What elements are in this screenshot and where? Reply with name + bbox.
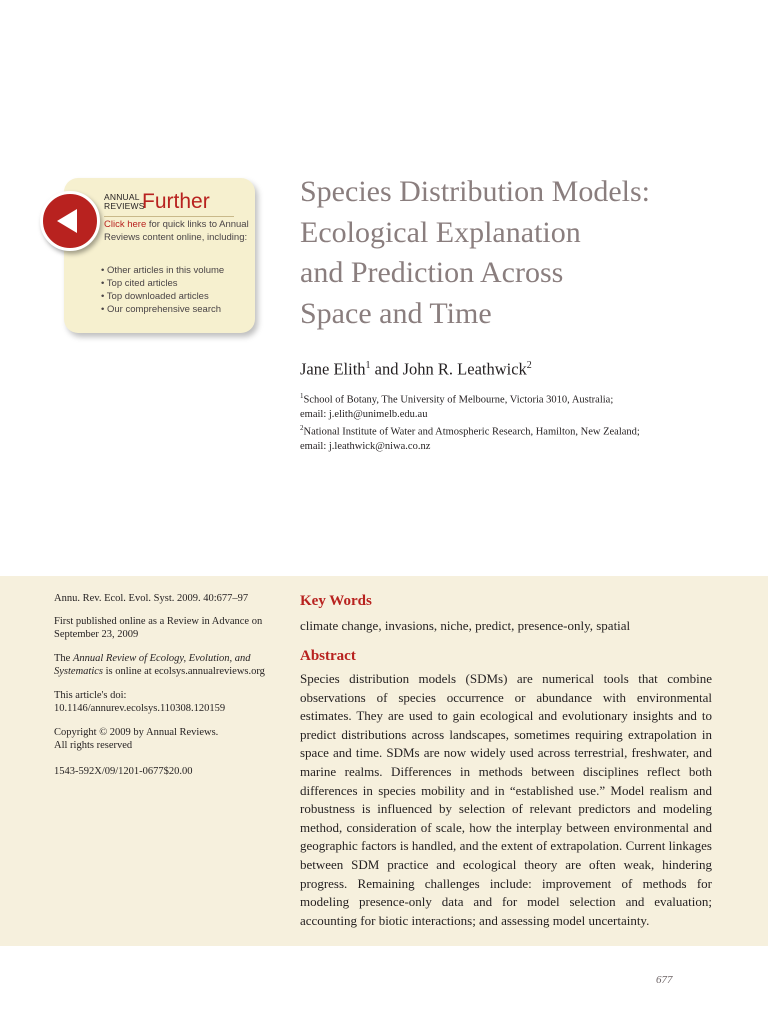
journal-post: is online at ecolsys.annualreviews.org bbox=[103, 666, 265, 677]
affil-mark: 1 bbox=[300, 392, 304, 400]
further-link-button[interactable] bbox=[40, 191, 100, 251]
journal-name: Annual Review of Ecology, Evolution, and Systematics bbox=[54, 653, 251, 677]
doi-label: This article's doi: bbox=[54, 690, 127, 701]
author-affil-mark: 1 bbox=[365, 360, 371, 371]
affil-mark: 2 bbox=[300, 424, 304, 432]
article-title bbox=[300, 172, 740, 334]
affiliation-1 bbox=[300, 389, 740, 422]
further-description-text: for quick links to Annual Reviews content online, including: bbox=[104, 219, 249, 243]
logo-annual-text: ANNUAL bbox=[104, 192, 140, 202]
keywords-heading: Key Words bbox=[300, 593, 372, 609]
rights: All rights reserved bbox=[54, 740, 133, 751]
author-name: John R. Leathwick bbox=[402, 359, 527, 379]
title-line: Ecological Explanation bbox=[300, 215, 581, 249]
affiliation-2 bbox=[300, 421, 740, 454]
affil-institution: National Institute of Water and Atmospheric Research, Hamilton, New Zealand; bbox=[303, 426, 640, 438]
journal-pre: The bbox=[54, 653, 73, 664]
title-line: Space and Time bbox=[300, 296, 492, 330]
abstract-text: Species distribution models (SDMs) are numerical tools that combine observations of species occurrence or abundance with environmental estimates. They are used to gain ecological and evolutionary insights and to predict distributions across landscapes, sometimes requiring extrapolation in space and time. SDMs are now widely used across terrestrial, freshwater, and marine realms. Differences in methods between disciplines reflect both differences in species mobility and in “established use.” Model realism and robustness is influenced by selection of relevant predictors and modeling method, consideration of scale, how the interplay between environmental and geographic factors is handled, and the extent of extrapolation. Current linkages between SDM practice and ecological theory are often weak, hindering progress. Remaining challenges include: improvement of methods for modeling presence-only data and for model selection and evaluation; accounting for biotic interactions; and assessing model uncertainty. bbox=[300, 671, 712, 928]
citation: Annu. Rev. Ecol. Evol. Syst. 2009. 40:677–97 bbox=[54, 593, 249, 604]
page-number: 677 bbox=[656, 974, 673, 986]
affil-email[interactable]: email: j.elith@unimelb.edu.au bbox=[300, 408, 428, 420]
first-published: First published online as a Review in Advance on September 23, 2009 bbox=[54, 616, 263, 640]
left-arrow-icon bbox=[43, 194, 97, 248]
author-name: Jane Elith bbox=[300, 359, 366, 379]
further-description bbox=[104, 219, 254, 244]
affil-institution: School of Botany, The University of Melbourne, Victoria 3010, Australia; bbox=[303, 394, 614, 406]
further-title: Further bbox=[142, 190, 210, 213]
issn: 1543-592X/09/1201-0677$20.00 bbox=[54, 766, 193, 777]
keywords-text: climate change, invasions, niche, predict, presence-only, spatial bbox=[300, 618, 631, 633]
doi-block bbox=[54, 689, 279, 715]
author-conjunction: and bbox=[370, 359, 403, 379]
logo-reviews-text: REVIEWS bbox=[104, 201, 145, 211]
annual-reviews-logo bbox=[104, 193, 145, 211]
click-here-link[interactable]: Click here bbox=[104, 219, 147, 230]
abstract-heading: Abstract bbox=[300, 648, 356, 664]
further-link-search[interactable]: • Our comprehensive search bbox=[101, 304, 222, 315]
copyright-block bbox=[54, 726, 279, 752]
copyright: Copyright © 2009 by Annual Reviews. bbox=[54, 727, 219, 738]
authors bbox=[300, 355, 532, 381]
further-link-top-downloaded[interactable]: • Top downloaded articles bbox=[101, 291, 209, 302]
further-divider bbox=[104, 216, 234, 217]
affil-email[interactable]: email: j.leathwick@niwa.co.nz bbox=[300, 440, 431, 452]
further-link-top-cited[interactable]: • Top cited articles bbox=[101, 278, 178, 289]
further-links-list bbox=[101, 264, 224, 316]
further-link-other-articles[interactable]: • Other articles in this volume bbox=[101, 265, 225, 276]
author-affil-mark: 2 bbox=[526, 360, 532, 371]
title-line: Species Distribution Models: bbox=[300, 175, 650, 208]
journal-info bbox=[54, 652, 279, 678]
doi-value[interactable]: 10.1146/annurev.ecolsys.110308.120159 bbox=[54, 703, 226, 714]
title-line: and Prediction Across bbox=[300, 256, 564, 289]
